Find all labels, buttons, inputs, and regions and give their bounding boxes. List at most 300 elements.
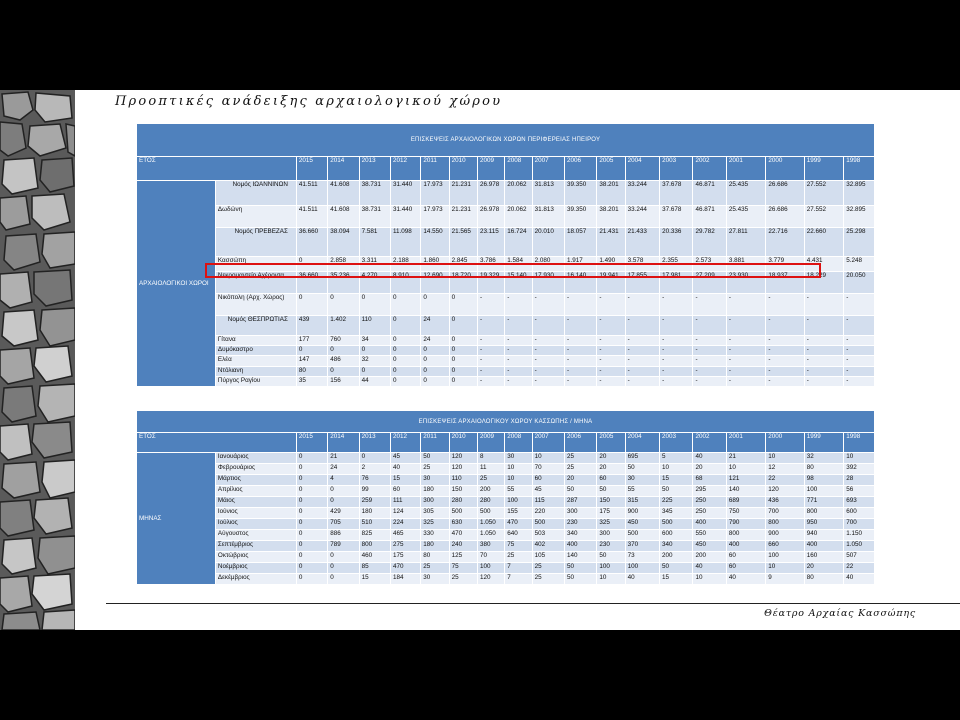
table-cell: 9 <box>766 574 804 585</box>
table-cell: 7.581 <box>359 228 390 257</box>
table-row <box>137 519 875 530</box>
table-cell: 4 <box>328 475 359 486</box>
table-cell: 503 <box>532 530 564 541</box>
year-header-cell: 2000 <box>766 433 804 453</box>
table-row <box>137 346 875 356</box>
table-cell: 500 <box>477 508 504 519</box>
table-cell: 500 <box>660 519 693 530</box>
table-cell: 40 <box>625 574 659 585</box>
table-cell: - <box>844 336 875 346</box>
table-cell: 14.550 <box>421 228 449 257</box>
table-cell: 19.329 <box>477 272 504 294</box>
table-cell: 105 <box>532 552 564 563</box>
table-cell: 0 <box>296 563 327 574</box>
table-cell: 15 <box>390 475 420 486</box>
year-header-cell: 2013 <box>359 157 390 181</box>
table-cell: 40 <box>390 464 420 475</box>
table-cell: - <box>564 367 596 377</box>
table-cell: 4.431 <box>804 257 843 272</box>
table-cell: 22.716 <box>766 228 804 257</box>
table-cell: 31.440 <box>390 206 420 228</box>
table-cell: 23.930 <box>726 272 765 294</box>
table-cell: 3.779 <box>766 257 804 272</box>
table-cell: 370 <box>625 541 659 552</box>
table-cell: 224 <box>390 519 420 530</box>
table-cell: 400 <box>693 519 726 530</box>
table-cell: - <box>660 336 693 346</box>
table-cell: 300 <box>597 530 625 541</box>
row-label: Ιανουάριος <box>215 453 296 464</box>
table-cell: 0 <box>449 367 477 377</box>
table-cell: 27.552 <box>804 206 843 228</box>
table-cell: - <box>766 367 804 377</box>
slide-caption: Θέατρο Αρχαίας Κασσώπης <box>764 608 916 619</box>
footer-rule <box>106 603 960 604</box>
table-cell: 7 <box>505 574 532 585</box>
table-cell: 1.490 <box>597 257 625 272</box>
table-cell: 2.858 <box>328 257 359 272</box>
table-cell: 37.678 <box>660 206 693 228</box>
table-cell: 22.660 <box>804 228 843 257</box>
table-cell: - <box>505 294 532 316</box>
table-cell: 886 <box>328 530 359 541</box>
row-label: Μάιος <box>215 497 296 508</box>
table-cell: 0 <box>328 497 359 508</box>
table-cell: 280 <box>477 497 504 508</box>
table-heading-row <box>137 124 875 157</box>
table-cell: - <box>844 356 875 367</box>
table-cell: 60 <box>597 475 625 486</box>
table-cell: 750 <box>726 508 765 519</box>
table-cell: 1.917 <box>564 257 596 272</box>
year-header-cell: 2015 <box>296 433 327 453</box>
table-cell: 55 <box>625 486 659 497</box>
table-cell: 460 <box>359 552 390 563</box>
table-cell: 41.511 <box>296 206 327 228</box>
table-cell: 280 <box>449 497 477 508</box>
table-cell: 21.231 <box>449 181 477 206</box>
row-label: Αύγουστος <box>215 530 296 541</box>
table-cell: 80 <box>804 574 843 585</box>
table-cell: - <box>693 336 726 346</box>
table-cell: 340 <box>564 530 596 541</box>
table-cell: 11 <box>477 464 504 475</box>
table-cell: 56 <box>844 486 875 497</box>
table-cell: - <box>597 336 625 346</box>
row-label: Νομός ΙΩΑΝΝΙΝΩΝ <box>215 181 296 206</box>
table-cell: 175 <box>390 552 420 563</box>
table-cell: 25.298 <box>844 228 875 257</box>
table-cell: 39.350 <box>564 206 596 228</box>
table-cell: 0 <box>296 508 327 519</box>
table-cell: 507 <box>844 552 875 563</box>
year-header-row <box>137 157 875 181</box>
table-cell: - <box>660 346 693 356</box>
table-cell: 700 <box>766 508 804 519</box>
table-cell: 50 <box>597 486 625 497</box>
table-cell: 705 <box>328 519 359 530</box>
table-cell: 20.010 <box>532 228 564 257</box>
table-cell: 0 <box>421 377 449 387</box>
table-cell: 30 <box>421 475 449 486</box>
table-cell: 40 <box>726 574 765 585</box>
table-cell: 25 <box>477 475 504 486</box>
table-cell: 392 <box>844 464 875 475</box>
table-cell: 800 <box>359 541 390 552</box>
table-cell: 50 <box>597 552 625 563</box>
table-cell: 20 <box>597 464 625 475</box>
table-cell: 60 <box>532 475 564 486</box>
year-header-cell: 2001 <box>726 157 765 181</box>
row-label: Πύργος Ραγίου <box>215 377 296 387</box>
table-cell: 18.937 <box>766 272 804 294</box>
table-cell: - <box>766 294 804 316</box>
table-cell: 10 <box>532 453 564 464</box>
table-cell: 0 <box>296 453 327 464</box>
table-cell: 25 <box>564 464 596 475</box>
table-cell: 259 <box>359 497 390 508</box>
row-label: Οκτώβριος <box>215 552 296 563</box>
table-cell: 10 <box>505 475 532 486</box>
table-cell: - <box>660 356 693 367</box>
table-cell: 150 <box>597 497 625 508</box>
table-cell: 2.573 <box>693 257 726 272</box>
table-cell: 0 <box>359 346 390 356</box>
table-cell: - <box>726 377 765 387</box>
table-cell: 39.350 <box>564 181 596 206</box>
year-header-cell: 2008 <box>505 433 532 453</box>
table-cell: - <box>477 377 504 387</box>
table-cell: - <box>693 356 726 367</box>
table-cell: 32 <box>359 356 390 367</box>
table-cell: - <box>625 294 659 316</box>
table-cell: 0 <box>421 294 449 316</box>
table-cell: 121 <box>726 475 765 486</box>
table-cell: 68 <box>693 475 726 486</box>
table-cell: 0 <box>449 294 477 316</box>
table-cell: 5.248 <box>844 257 875 272</box>
table-cell: 439 <box>296 316 327 336</box>
table-cell: 7 <box>505 563 532 574</box>
table-cell: 11.098 <box>390 228 420 257</box>
table-cell: - <box>625 367 659 377</box>
table-cell: - <box>505 367 532 377</box>
table-cell: 37.678 <box>660 181 693 206</box>
table-cell: 450 <box>693 541 726 552</box>
table-cell: 486 <box>328 356 359 367</box>
table-cell: 110 <box>449 475 477 486</box>
table-cell: 10 <box>726 464 765 475</box>
table-cell: 75 <box>505 541 532 552</box>
table-cell: 0 <box>328 574 359 585</box>
table-cell: 2 <box>359 464 390 475</box>
year-header-cell: 2006 <box>564 157 596 181</box>
table-cell: - <box>597 316 625 336</box>
table-cell: 1.150 <box>844 530 875 541</box>
table-cell: 140 <box>726 486 765 497</box>
table-cell: 225 <box>660 497 693 508</box>
table-cell: 400 <box>804 541 843 552</box>
table-cell: - <box>477 336 504 346</box>
table-cell: 470 <box>505 519 532 530</box>
table-cell: - <box>693 294 726 316</box>
table-cell: 17.973 <box>421 181 449 206</box>
table-cell: 26.686 <box>766 181 804 206</box>
year-header-cell: 2008 <box>505 157 532 181</box>
table-cell: 0 <box>390 316 420 336</box>
table-cell: 25 <box>564 453 596 464</box>
row-label: Ιούνιος <box>215 508 296 519</box>
table-cell: 25 <box>532 574 564 585</box>
table-cell: 18.229 <box>804 272 843 294</box>
year-header-cell: 2002 <box>693 157 726 181</box>
year-header-cell: 2011 <box>421 157 449 181</box>
table-cell: 402 <box>532 541 564 552</box>
table-cell: 25 <box>421 464 449 475</box>
table-cell: - <box>660 294 693 316</box>
table-cell: 16.724 <box>505 228 532 257</box>
table-cell: - <box>726 346 765 356</box>
table-cell: 38.731 <box>359 206 390 228</box>
year-header-cell: 2002 <box>693 433 726 453</box>
table-cell: 0 <box>296 257 327 272</box>
table-cell: - <box>693 316 726 336</box>
row-label: Νομός ΘΕΣΠΡΩΤΙΑΣ <box>215 316 296 336</box>
table-cell: 19.941 <box>597 272 625 294</box>
row-label: Ιούλιος <box>215 519 296 530</box>
table-cell: - <box>804 316 843 336</box>
table-cell: 600 <box>844 508 875 519</box>
table-cell: 175 <box>597 508 625 519</box>
table-cell: - <box>844 316 875 336</box>
table-cell: 99 <box>359 486 390 497</box>
table-cell: - <box>766 377 804 387</box>
table-cell: 3.786 <box>477 257 504 272</box>
table-cell: 36.660 <box>296 228 327 257</box>
table-cell: - <box>660 377 693 387</box>
table-cell: - <box>804 377 843 387</box>
table-cell: 10 <box>766 563 804 574</box>
table-row <box>137 356 875 367</box>
table-cell: 0 <box>421 346 449 356</box>
table-cell: 18.057 <box>564 228 596 257</box>
table-cell: 0 <box>328 367 359 377</box>
table-cell: 40 <box>693 453 726 464</box>
row-label: Ντόλιανη <box>215 367 296 377</box>
table-cell: 345 <box>660 508 693 519</box>
table-cell: - <box>532 356 564 367</box>
table-cell: - <box>564 356 596 367</box>
table-cell: 305 <box>421 508 449 519</box>
category-cell: ΜΗΝΑΣ <box>137 453 216 585</box>
table-cell: 40 <box>844 574 875 585</box>
table-row <box>137 486 875 497</box>
row-label: Δεκέμβριος <box>215 574 296 585</box>
table-cell: 76 <box>359 475 390 486</box>
table-cell: 21 <box>726 453 765 464</box>
table-cell: 1.050 <box>477 519 504 530</box>
table-cell: 0 <box>359 294 390 316</box>
table-cell: 15 <box>660 574 693 585</box>
table-cell: - <box>505 377 532 387</box>
table-cell: - <box>804 346 843 356</box>
table-cell: 177 <box>296 336 327 346</box>
table-cell: 100 <box>505 497 532 508</box>
table-cell: 33.244 <box>625 181 659 206</box>
year-header-cell: 2003 <box>660 157 693 181</box>
table-cell: - <box>564 294 596 316</box>
table-cell: 825 <box>359 530 390 541</box>
table-row <box>137 574 875 585</box>
table-cell: 325 <box>421 519 449 530</box>
table-cell: - <box>726 336 765 346</box>
table-row <box>137 316 875 336</box>
table-row <box>137 530 875 541</box>
table-cell: 0 <box>359 367 390 377</box>
table-cell: 25 <box>449 574 477 585</box>
table-cell: - <box>766 336 804 346</box>
table-cell: 50 <box>625 464 659 475</box>
table-cell: 1.402 <box>328 316 359 336</box>
table-cell: 275 <box>390 541 420 552</box>
table-cell: 30 <box>625 475 659 486</box>
year-header-cell: 1998 <box>844 157 875 181</box>
year-header-cell: 1999 <box>804 433 843 453</box>
table-cell: 50 <box>564 563 596 574</box>
table-cell: 17.855 <box>625 272 659 294</box>
table-cell: 800 <box>766 519 804 530</box>
table-cell: 45 <box>532 486 564 497</box>
year-header-cell: 2007 <box>532 157 564 181</box>
table-cell: 200 <box>693 552 726 563</box>
table-cell: 46.871 <box>693 206 726 228</box>
table-cell: 800 <box>804 508 843 519</box>
table-cell: 24 <box>328 464 359 475</box>
table-cell: 70 <box>477 552 504 563</box>
table-cell: - <box>532 367 564 377</box>
table-cell: 15 <box>359 574 390 585</box>
table-cell: 98 <box>804 475 843 486</box>
table-cell: 760 <box>328 336 359 346</box>
table-cell: 0 <box>296 475 327 486</box>
table-cell: 0 <box>296 346 327 356</box>
table-cell: 0 <box>328 346 359 356</box>
table-cell: - <box>625 316 659 336</box>
table-cell: 340 <box>660 541 693 552</box>
table-cell: - <box>804 356 843 367</box>
table-cell: 20.062 <box>505 206 532 228</box>
table-cell: 0 <box>328 552 359 563</box>
table-cell: 470 <box>449 530 477 541</box>
table-cell: 330 <box>421 530 449 541</box>
table-cell: 45 <box>390 453 420 464</box>
table-cell: 0 <box>296 464 327 475</box>
table-cell: - <box>693 377 726 387</box>
year-header-cell: 2012 <box>390 433 420 453</box>
table-cell: 80 <box>804 464 843 475</box>
table-cell: 10 <box>505 464 532 475</box>
table-cell: 900 <box>625 508 659 519</box>
table-cell: - <box>505 336 532 346</box>
table-cell: 32.895 <box>844 206 875 228</box>
table-row <box>137 294 875 316</box>
table-cell: 20.050 <box>844 272 875 294</box>
table-cell: - <box>597 356 625 367</box>
table-cell: - <box>726 367 765 377</box>
table-cell: 380 <box>477 541 504 552</box>
table-cell: 0 <box>296 497 327 508</box>
table-cell: 500 <box>449 508 477 519</box>
table-cell: 0 <box>449 346 477 356</box>
table-cell: 32.895 <box>844 181 875 206</box>
table-cell: 15.140 <box>505 272 532 294</box>
year-header-cell: 2007 <box>532 433 564 453</box>
table-cell: 436 <box>766 497 804 508</box>
table-cell: 25 <box>532 563 564 574</box>
table-cell: 230 <box>597 541 625 552</box>
year-label: ΕΤΟΣ <box>137 433 297 453</box>
table-cell: 32 <box>804 453 843 464</box>
row-label: Μάρτιος <box>215 475 296 486</box>
year-header-cell: 2012 <box>390 157 420 181</box>
table-cell: - <box>505 346 532 356</box>
table-cell: 660 <box>766 541 804 552</box>
year-header-cell: 2005 <box>597 433 625 453</box>
table-cell: 50 <box>660 486 693 497</box>
table-cell: 184 <box>390 574 420 585</box>
table-cell: 100 <box>766 552 804 563</box>
table-cell: 510 <box>359 519 390 530</box>
table-cell: 5 <box>660 453 693 464</box>
table-cell: 29.782 <box>693 228 726 257</box>
table-cell: 21 <box>328 453 359 464</box>
row-label: Νομός ΠΡΕΒΕΖΑΣ <box>215 228 296 257</box>
table-cell: 115 <box>532 497 564 508</box>
table-cell: 10 <box>766 453 804 464</box>
table-cell: - <box>532 316 564 336</box>
table-cell: 124 <box>390 508 420 519</box>
year-header-cell: 2006 <box>564 433 596 453</box>
table-cell: 50 <box>660 563 693 574</box>
table-cell: 200 <box>660 552 693 563</box>
table-cell: 100 <box>625 563 659 574</box>
table-cell: - <box>660 316 693 336</box>
table-cell: 33.244 <box>625 206 659 228</box>
table-cell: 31.813 <box>532 206 564 228</box>
row-label: Κασσώπη <box>215 257 296 272</box>
table-cell: 60 <box>726 563 765 574</box>
table-row <box>137 377 875 387</box>
table-cell: 100 <box>597 563 625 574</box>
row-label: Νεκρομαντείο Αχέροντα <box>215 272 296 294</box>
table-cell: 38.094 <box>328 228 359 257</box>
table-cell: 500 <box>532 519 564 530</box>
table-cell: 35.236 <box>328 272 359 294</box>
year-header-cell: 2014 <box>328 157 359 181</box>
table-cell: 550 <box>693 530 726 541</box>
year-header-cell: 2013 <box>359 433 390 453</box>
table-cell: 20 <box>804 563 843 574</box>
table-cell: 8.910 <box>390 272 420 294</box>
table-cell: 20 <box>597 453 625 464</box>
table-cell: 630 <box>449 519 477 530</box>
year-header-cell: 2009 <box>477 433 504 453</box>
table-cell: 1.584 <box>505 257 532 272</box>
year-header-cell: 1999 <box>804 157 843 181</box>
table-cell: - <box>532 377 564 387</box>
table-cell: - <box>597 346 625 356</box>
table-cell: 12 <box>766 464 804 475</box>
